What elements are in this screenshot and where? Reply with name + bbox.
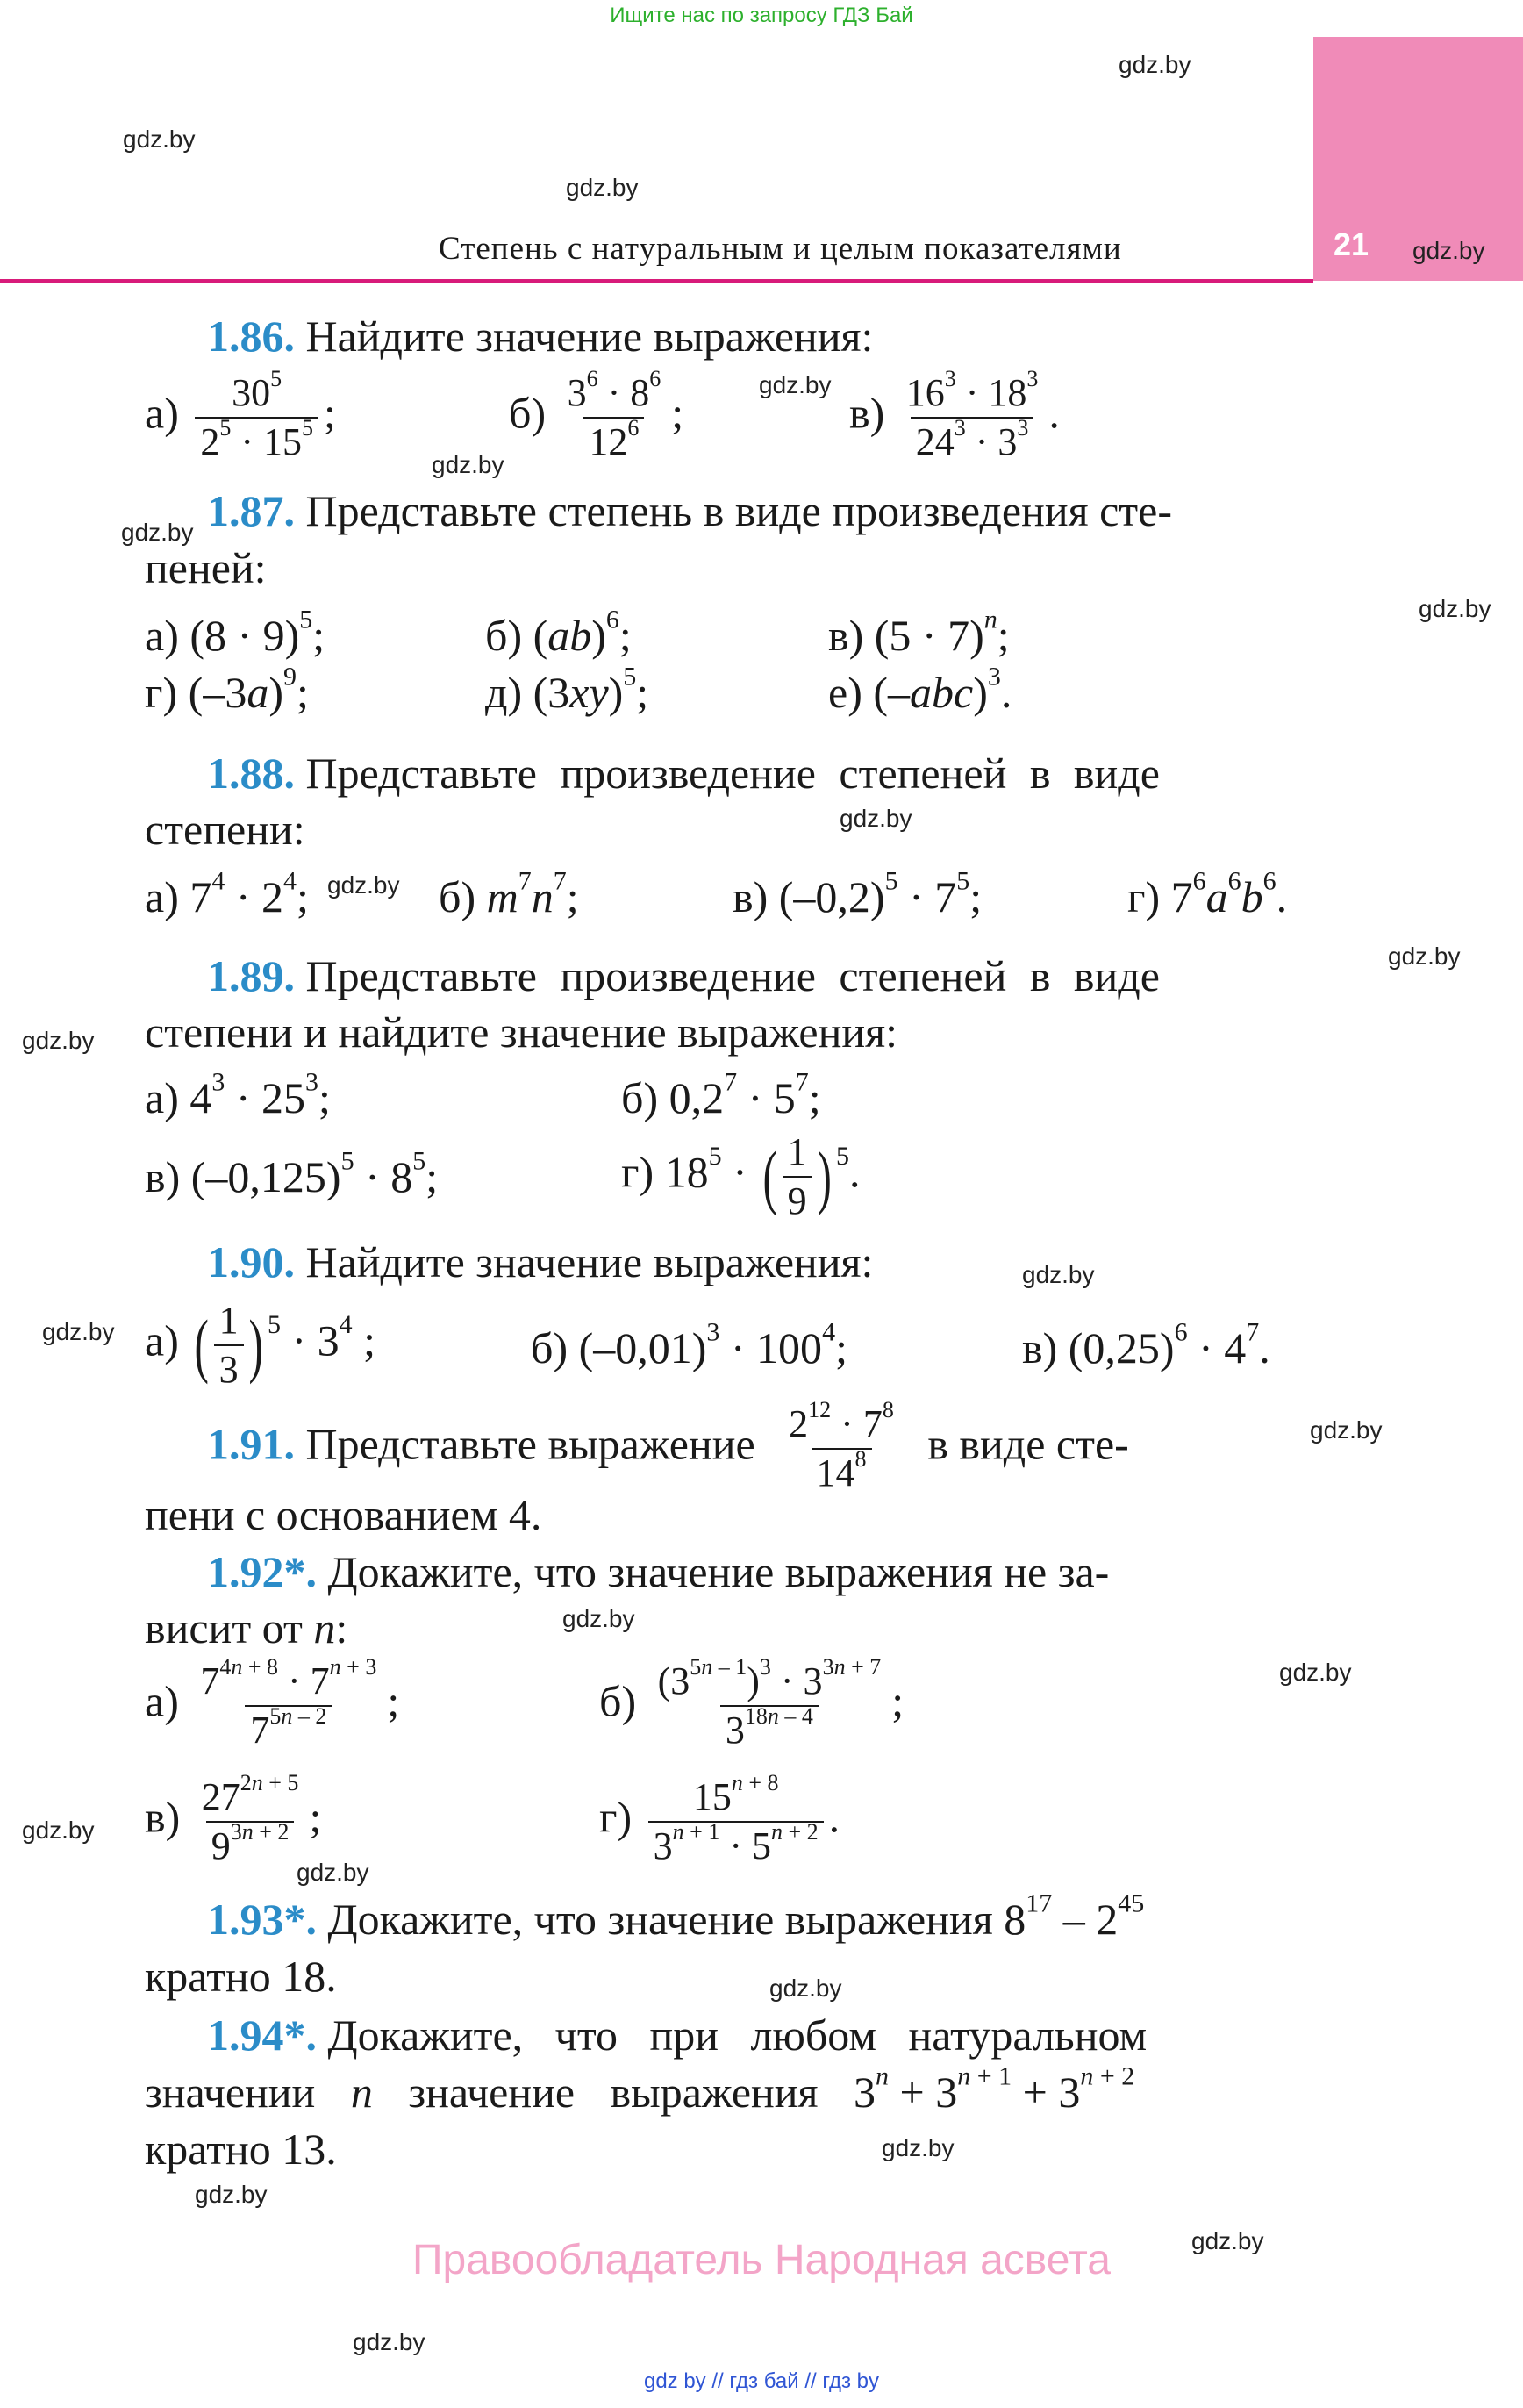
bottom-site-links[interactable]: gdz by // гдз бай // гдз by xyxy=(643,2369,880,2393)
task-1-89-a: а) $4^3 \cdot 25^3$; xyxy=(145,1067,331,1122)
watermark: gdz.by xyxy=(1191,2227,1264,2254)
page-number: 21 xyxy=(1334,226,1369,262)
task-1-89-g: г) $18^5$ · ( $\frac{1}{9}$ ) $^5$. xyxy=(621,1130,861,1223)
task-text: Представьте произведение степеней в виде xyxy=(305,951,1160,1000)
task-1-88-v: в) $(-0,2)^5 \cdot 7^5$; xyxy=(733,866,983,921)
task-1-89-statement xyxy=(207,950,1160,1001)
task-number: 1.88. xyxy=(207,749,295,798)
watermark: gdz.by xyxy=(297,1859,369,1886)
task-1-88-a: а) $7^4 \cdot 2^4$; xyxy=(145,866,309,921)
task-1-93-text-cont: кратно 18. xyxy=(145,1952,337,2001)
task-1-86-b: б) $\frac{3^6 \cdot 8^6}{12^6}$ ; xyxy=(509,365,684,464)
task-1-93-statement: 1.93*. Докажите, что значение выражения $8^{17} - 2^{45}$ xyxy=(207,1888,1145,1944)
task-number: 1.91. xyxy=(207,1419,295,1469)
fraction: $\frac{1}{9}$ xyxy=(783,1132,812,1222)
task-number: 1.94*. xyxy=(207,2010,317,2060)
header-rule xyxy=(0,279,1313,283)
task-1-89-text-cont: степени и найдите значение выражения: xyxy=(145,1007,898,1057)
item-label: г) xyxy=(621,1147,654,1197)
task-1-87-a: а) $(8 \cdot 9)^5$; xyxy=(145,605,325,660)
task-number: 1.93*. xyxy=(207,1895,317,1944)
task-1-92-b: б) $\frac{(3^{5n - 1})^3 \cdot 3^{3n + 7}}{3^{18n - 4}}$ ; xyxy=(599,1653,905,1752)
task-1-92-v: в) $\frac{27^{2n + 5}}{9^{3n + 2}}$ ; xyxy=(145,1769,322,1868)
watermark: gdz.by xyxy=(1412,237,1485,264)
task-text: висит от xyxy=(145,1603,303,1652)
watermark: gdz.by xyxy=(1419,595,1491,622)
task-text: Докажите, что при любом натуральном xyxy=(327,2010,1148,2060)
task-1-94-text-end: кратно 13. xyxy=(145,2125,337,2174)
item-label: в) xyxy=(145,1152,181,1201)
task-1-88-b: б) $m^7n^7$; xyxy=(439,866,579,921)
fraction: $\frac{15^{n + 8}}{3^{n + 1} \cdot 5^{n + 2}}$ xyxy=(648,1777,824,1867)
item-label: в) xyxy=(1022,1323,1058,1372)
task-1-87-b: б) (ab)$^6$; xyxy=(485,605,632,660)
item-label: б) xyxy=(485,611,523,660)
item-label: б) xyxy=(509,388,547,438)
item-label: а) xyxy=(145,1073,179,1122)
task-1-86-v: в) $\frac{16^3 \cdot 18^3}{24^3 \cdot 3^3}$ . xyxy=(849,365,1060,464)
task-text: значении xyxy=(145,2068,316,2117)
task-1-94-text-cont: значении n значение выражения $3^n + 3^{n + 1} + 3^{n + 2}$ xyxy=(145,2061,1135,2117)
fraction: $\frac{7^{4n + 8} \cdot 7^{n + 3}}{7^{5n - 2}}$ xyxy=(200,1653,377,1752)
task-number: 1.89. xyxy=(207,951,295,1000)
item-label: б) xyxy=(439,872,476,921)
watermark: gdz.by xyxy=(566,174,639,201)
task-1-86-a: а) $\frac{30^5}{2^5 \cdot 15^5}$ ; xyxy=(145,365,336,464)
task-text: Докажите, что значение выражения не за- xyxy=(327,1547,1110,1596)
watermark: gdz.by xyxy=(121,519,194,546)
task-1-89-b: б) $0,2^7 \cdot 5^7$; xyxy=(621,1067,821,1122)
item-label: г) xyxy=(599,1792,633,1842)
item-label: б) xyxy=(621,1073,659,1122)
task-1-86-statement xyxy=(207,311,873,362)
task-number: 1.90. xyxy=(207,1237,295,1286)
task-1-91-text-cont: пени с основанием 4. xyxy=(145,1490,542,1539)
variable: n xyxy=(313,1603,336,1652)
item-label: в) xyxy=(849,388,885,438)
item-label: б) xyxy=(531,1323,568,1372)
watermark: gdz.by xyxy=(1022,1261,1095,1288)
item-label: г) xyxy=(145,668,178,717)
task-1-87-v: в) $(5 \cdot 7)^n$; xyxy=(828,605,1010,660)
task-text: Представьте выражение xyxy=(305,1419,755,1469)
watermark: gdz.by xyxy=(123,125,196,153)
watermark: gdz.by xyxy=(1119,51,1191,78)
task-1-90-b: б) $(-0,01)^3 \cdot 100^4$; xyxy=(531,1317,847,1372)
task-number: 1.86. xyxy=(207,312,295,361)
task-1-87-d: д) $(3xy)^5$; xyxy=(485,662,649,717)
item-label: б) xyxy=(599,1676,637,1726)
item-label: в) xyxy=(828,611,864,660)
fraction: $\frac{3^6 \cdot 8^6}{12^6}$ xyxy=(567,365,661,464)
watermark: gdz.by xyxy=(1310,1416,1383,1444)
watermark: gdz.by xyxy=(353,2328,425,2355)
item-label: а) xyxy=(145,872,179,921)
top-search-hint-link[interactable]: Ищите нас по запросу ГДЗ Бай xyxy=(610,4,913,27)
task-1-91-statement xyxy=(207,1396,1129,1495)
watermark: gdz.by xyxy=(195,2181,268,2208)
punctuation: : xyxy=(335,1603,348,1652)
fraction: $\frac{27^{2n + 5}}{9^{3n + 2}}$ xyxy=(201,1769,299,1868)
task-1-90-statement xyxy=(207,1236,873,1287)
task-number: 1.92*. xyxy=(207,1547,317,1596)
task-1-90-v: в) $(0,25)^6 \cdot 4^7$. xyxy=(1022,1317,1270,1372)
item-label: а) xyxy=(145,1315,179,1365)
watermark: gdz.by xyxy=(882,2134,955,2161)
item-label: а) xyxy=(145,388,179,438)
watermark: gdz.by xyxy=(840,805,912,832)
item-label: в) xyxy=(733,872,769,921)
fraction: $\frac{(3^{5n - 1})^3 \cdot 3^{3n + 7}}{3^{18n - 4}}$ xyxy=(657,1653,882,1752)
task-text: Найдите значение выражения: xyxy=(305,312,874,361)
watermark: gdz.by xyxy=(22,1817,95,1844)
task-1-87-e: е) $(-abc)^3$. xyxy=(828,662,1012,717)
variable: n xyxy=(350,2068,373,2117)
item-label: а) xyxy=(145,1676,179,1726)
running-header-title: Степень с натуральным и целым показателями xyxy=(439,231,1122,267)
task-1-88-statement xyxy=(207,748,1160,799)
task-1-94-statement xyxy=(207,2010,1147,2060)
task-1-87-g: г) $(-3a)^9$; xyxy=(145,662,309,717)
item-label: в) xyxy=(145,1792,181,1842)
task-1-90-a: а) ( $\frac{1}{3}$ ) $^5 \cdot 3^4$ ; xyxy=(145,1299,376,1392)
fraction: $\frac{16^3 \cdot 18^3}{24^3 \cdot 3^3}$ xyxy=(905,365,1039,464)
task-number: 1.87. xyxy=(207,486,295,535)
watermark: gdz.by xyxy=(759,371,832,398)
task-text: Представьте степень в виде произведения сте- xyxy=(305,486,1172,535)
watermark: gdz.by xyxy=(42,1318,115,1345)
watermark: gdz.by xyxy=(1388,942,1461,970)
task-1-89-v: в) $(-0,125)^5 \cdot 8^5$; xyxy=(145,1146,439,1201)
task-text: значение выражения xyxy=(408,2068,819,2117)
task-1-92-a: а) $\frac{7^{4n + 8} \cdot 7^{n + 3}}{7^{5n - 2}}$ ; xyxy=(145,1653,400,1752)
task-text: Найдите значение выражения: xyxy=(305,1237,874,1286)
fraction: $\frac{2^{12} \cdot 7^8}{14^8}$ xyxy=(789,1396,894,1495)
task-1-92-statement xyxy=(207,1546,1109,1597)
item-label: г) xyxy=(1127,872,1161,921)
task-1-92-text-cont xyxy=(145,1602,347,1653)
task-1-92-g: г) $\frac{15^{n + 8}}{3^{n + 1} \cdot 5^{n + 2}}$ . xyxy=(599,1769,840,1868)
fraction: $\frac{30^5}{2^5 \cdot 15^5}$ xyxy=(195,373,318,462)
item-label: д) xyxy=(485,668,523,717)
task-1-88-text-cont: степени: xyxy=(145,805,305,854)
task-text: Докажите, что значение выражения xyxy=(327,1895,993,1944)
watermark: gdz.by xyxy=(22,1027,95,1054)
copyright-notice: Правообладатель Народная асвета xyxy=(412,2237,1111,2283)
watermark: gdz.by xyxy=(1279,1659,1352,1686)
task-1-87-statement xyxy=(207,485,1172,536)
watermark: gdz.by xyxy=(327,871,400,899)
watermark: gdz.by xyxy=(562,1605,635,1632)
item-label: е) xyxy=(828,668,862,717)
watermark: gdz.by xyxy=(432,451,504,478)
task-1-87-text-cont: пеней: xyxy=(145,543,267,592)
task-text-end: в виде сте- xyxy=(927,1419,1129,1469)
fraction: $\frac{1}{3}$ xyxy=(214,1301,244,1390)
task-1-88-g: г) $7^6a^6b^6$. xyxy=(1127,866,1288,921)
task-text: Представьте произведение степеней в виде xyxy=(305,749,1160,798)
item-label: а) xyxy=(145,611,179,660)
watermark: gdz.by xyxy=(769,1974,842,2002)
